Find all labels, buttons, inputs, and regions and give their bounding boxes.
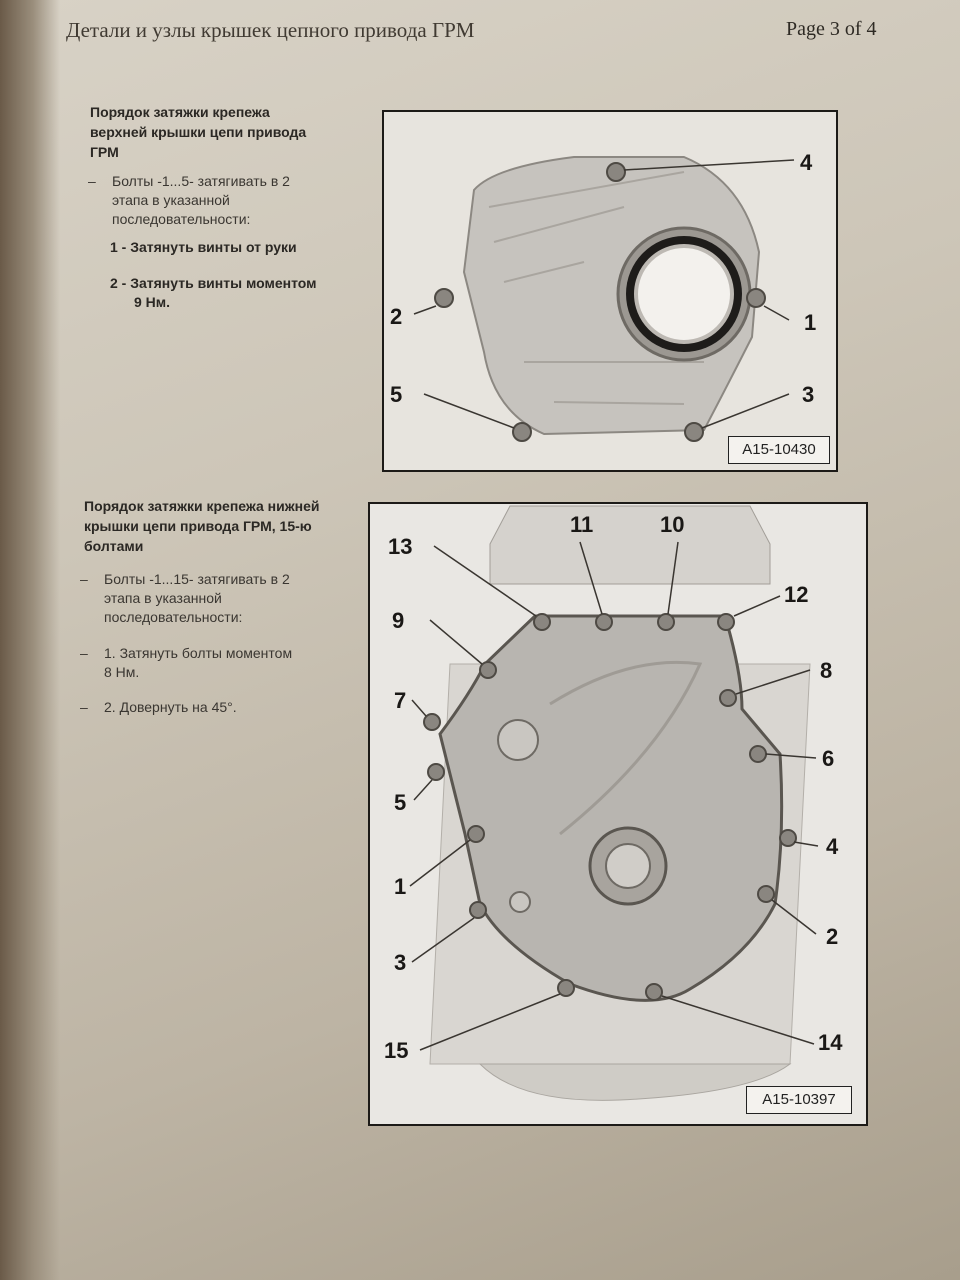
- dash-mark: –: [80, 699, 88, 715]
- figure-code: A15-10430: [728, 436, 830, 464]
- figure-upper-cover-frame: [382, 110, 838, 472]
- section1-step1: 1 - Затянуть винты от руки: [110, 239, 297, 255]
- section2-title: [84, 496, 320, 556]
- bolt-label-2: 2: [390, 304, 403, 329]
- bolt-label-1: 1: [804, 310, 817, 335]
- dash-mark: –: [80, 571, 88, 587]
- section1-title-line: Порядок затяжки крепежа: [90, 104, 270, 120]
- bolt-label-2: 2: [826, 924, 839, 949]
- bolt-label-4: 4: [826, 834, 839, 859]
- bullet-line: этапа в указанной: [104, 590, 222, 606]
- bolt-label-1: 1: [394, 874, 407, 899]
- section2-title-line: болтами: [84, 538, 144, 554]
- bullet-line: 8 Нм.: [104, 664, 140, 680]
- bullet-line: 2. Довернуть на 45°.: [104, 699, 237, 715]
- section1-bullet: [88, 172, 290, 229]
- bullet-line: этапа в указанной: [112, 192, 230, 208]
- bullet-line: Болты -1...15- затягивать в 2: [104, 571, 290, 587]
- bolt-label-8: 8: [820, 658, 833, 683]
- bolt-label-14: 14: [818, 1030, 843, 1055]
- bolt-label-9: 9: [392, 608, 405, 633]
- step-line: 2 - Затянуть винты моментом: [110, 275, 317, 291]
- bolt-label-10: 10: [660, 512, 685, 537]
- figure-lower-cover-frame: [368, 502, 868, 1126]
- bolt-label-5: 5: [394, 790, 407, 815]
- bolt-label-3: 3: [394, 950, 407, 975]
- bullet-line: 1. Затянуть болты моментом: [104, 645, 293, 661]
- section1-step2: [110, 274, 316, 312]
- dash-mark: –: [80, 645, 88, 661]
- bolt-label-5: 5: [390, 382, 403, 407]
- bolt-label-6: 6: [822, 746, 835, 771]
- bullet-line: последовательности:: [104, 609, 243, 625]
- bolt-label-3: 3: [802, 382, 815, 407]
- section1-title: [90, 102, 306, 162]
- section2-bullet-2: [80, 644, 293, 682]
- bolt-label-11: 11: [570, 512, 594, 537]
- bolt-label-7: 7: [394, 688, 407, 713]
- bullet-line: Болты -1...5- затягивать в 2: [112, 173, 290, 189]
- bullet-line: последовательности:: [112, 211, 251, 227]
- section1-title-line: ГРМ: [90, 144, 119, 160]
- document-title: Детали и узлы крышек цепного привода ГРМ: [66, 18, 475, 42]
- dash-mark: –: [88, 173, 96, 189]
- upper-cover-illustration: [384, 112, 836, 470]
- section1-title-line: верхней крышки цепи привода: [90, 124, 307, 140]
- page-number: Page 3 of 4: [786, 18, 877, 40]
- step-line: 9 Нм.: [134, 294, 171, 310]
- bolt-label-12: 12: [784, 582, 809, 607]
- section2-title-line: Порядок затяжки крепежа нижней: [84, 498, 320, 514]
- bolt-label-4: 4: [800, 150, 813, 175]
- section2-title-line: крышки цепи привода ГРМ, 15-ю: [84, 518, 312, 534]
- figure-code: A15-10397: [746, 1086, 852, 1114]
- section2-bullet-3: [80, 698, 237, 717]
- section2-bullet-1: [80, 570, 290, 627]
- page-shadow: [0, 0, 60, 1280]
- bolt-label-15: 15: [384, 1038, 409, 1063]
- bolt-label-13: 13: [388, 534, 413, 559]
